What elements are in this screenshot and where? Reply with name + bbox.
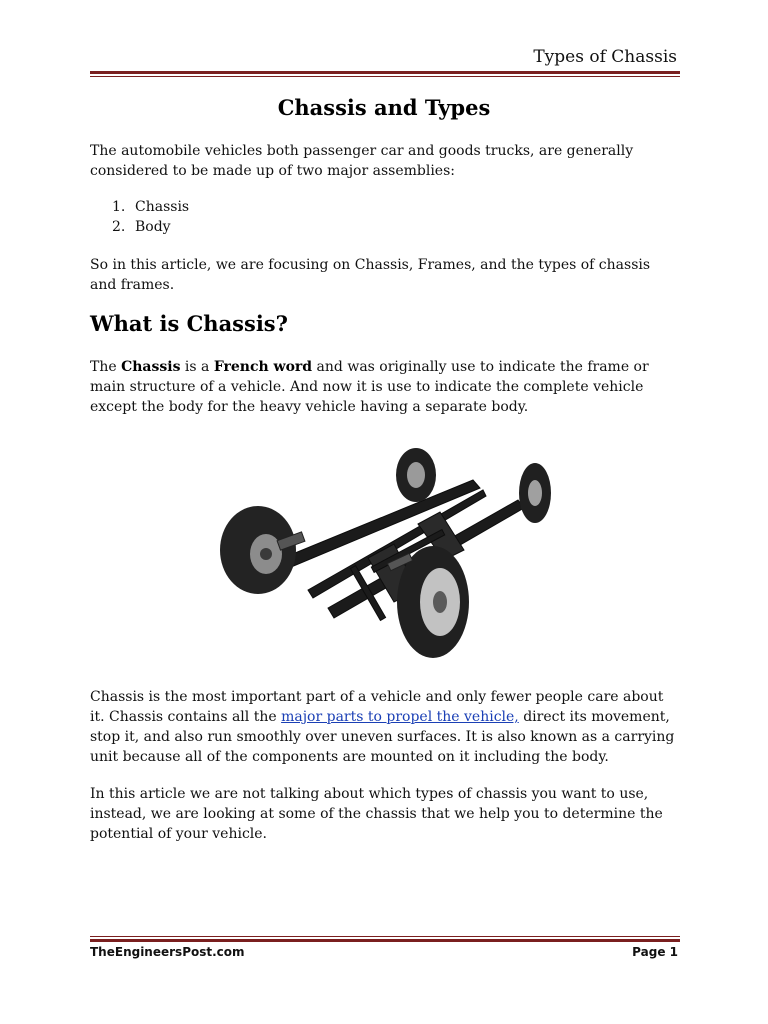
list-item <box>90 217 189 237</box>
intro-paragraph: The automobile vehicles both passenger car and goods trucks, are generally considered to be made up of two major assemblies: <box>90 143 634 179</box>
french-word-term: French word <box>213 359 313 375</box>
definition-text: is a <box>180 359 214 375</box>
definition-text: and was originally use to indicate the frame or main structure of a vehicle. And now it is use to indicate the complete vehicle except the body for the heavy vehicle having a separate body. <box>90 359 649 415</box>
rear-right-wheel <box>519 463 551 523</box>
chassis-image <box>218 440 553 665</box>
list-item-number: 1. <box>112 199 126 215</box>
page-title: Chassis and Types <box>277 95 491 120</box>
definition-paragraph <box>90 357 680 417</box>
propel-parts-link[interactable]: major parts to propel the vehicle, <box>281 709 519 725</box>
footer-page-number: Page 1 <box>632 945 678 959</box>
list-item <box>90 197 189 217</box>
section-heading: What is Chassis? <box>90 311 288 336</box>
assembly-list <box>90 197 189 237</box>
footer-rule <box>90 936 680 942</box>
focus-paragraph: So in this article, we are focusing on Chassis, Frames, and the types of chassis and frames. <box>90 257 651 293</box>
closing-paragraph: In this article we are not talking about which types of chassis you want to use, instead, we are looking at some of the chassis that we help you to determine the potential of your vehicle. <box>90 786 663 842</box>
chassis-term: Chassis <box>121 359 181 375</box>
header-rule <box>90 71 680 77</box>
importance-paragraph <box>90 687 680 767</box>
list-item-number: 2. <box>112 219 126 235</box>
footer-site: TheEngineersPost.com <box>90 945 245 959</box>
importance-text: Chassis is the most important part of a vehicle and only fewer people care about it. Chassis contains all the <box>90 689 664 725</box>
header-title: Types of Chassis <box>533 47 677 67</box>
list-item-text: Body <box>135 219 171 235</box>
front-left-wheel <box>220 506 296 594</box>
definition-text: The <box>90 359 122 375</box>
importance-text: direct its movement, stop it, and also run smoothly over uneven surfaces. It is also known as a carrying unit because all of the components are mounted on it including the body. <box>90 709 675 765</box>
list-item-text: Chassis <box>135 199 190 215</box>
rear-left-wheel <box>396 448 436 502</box>
